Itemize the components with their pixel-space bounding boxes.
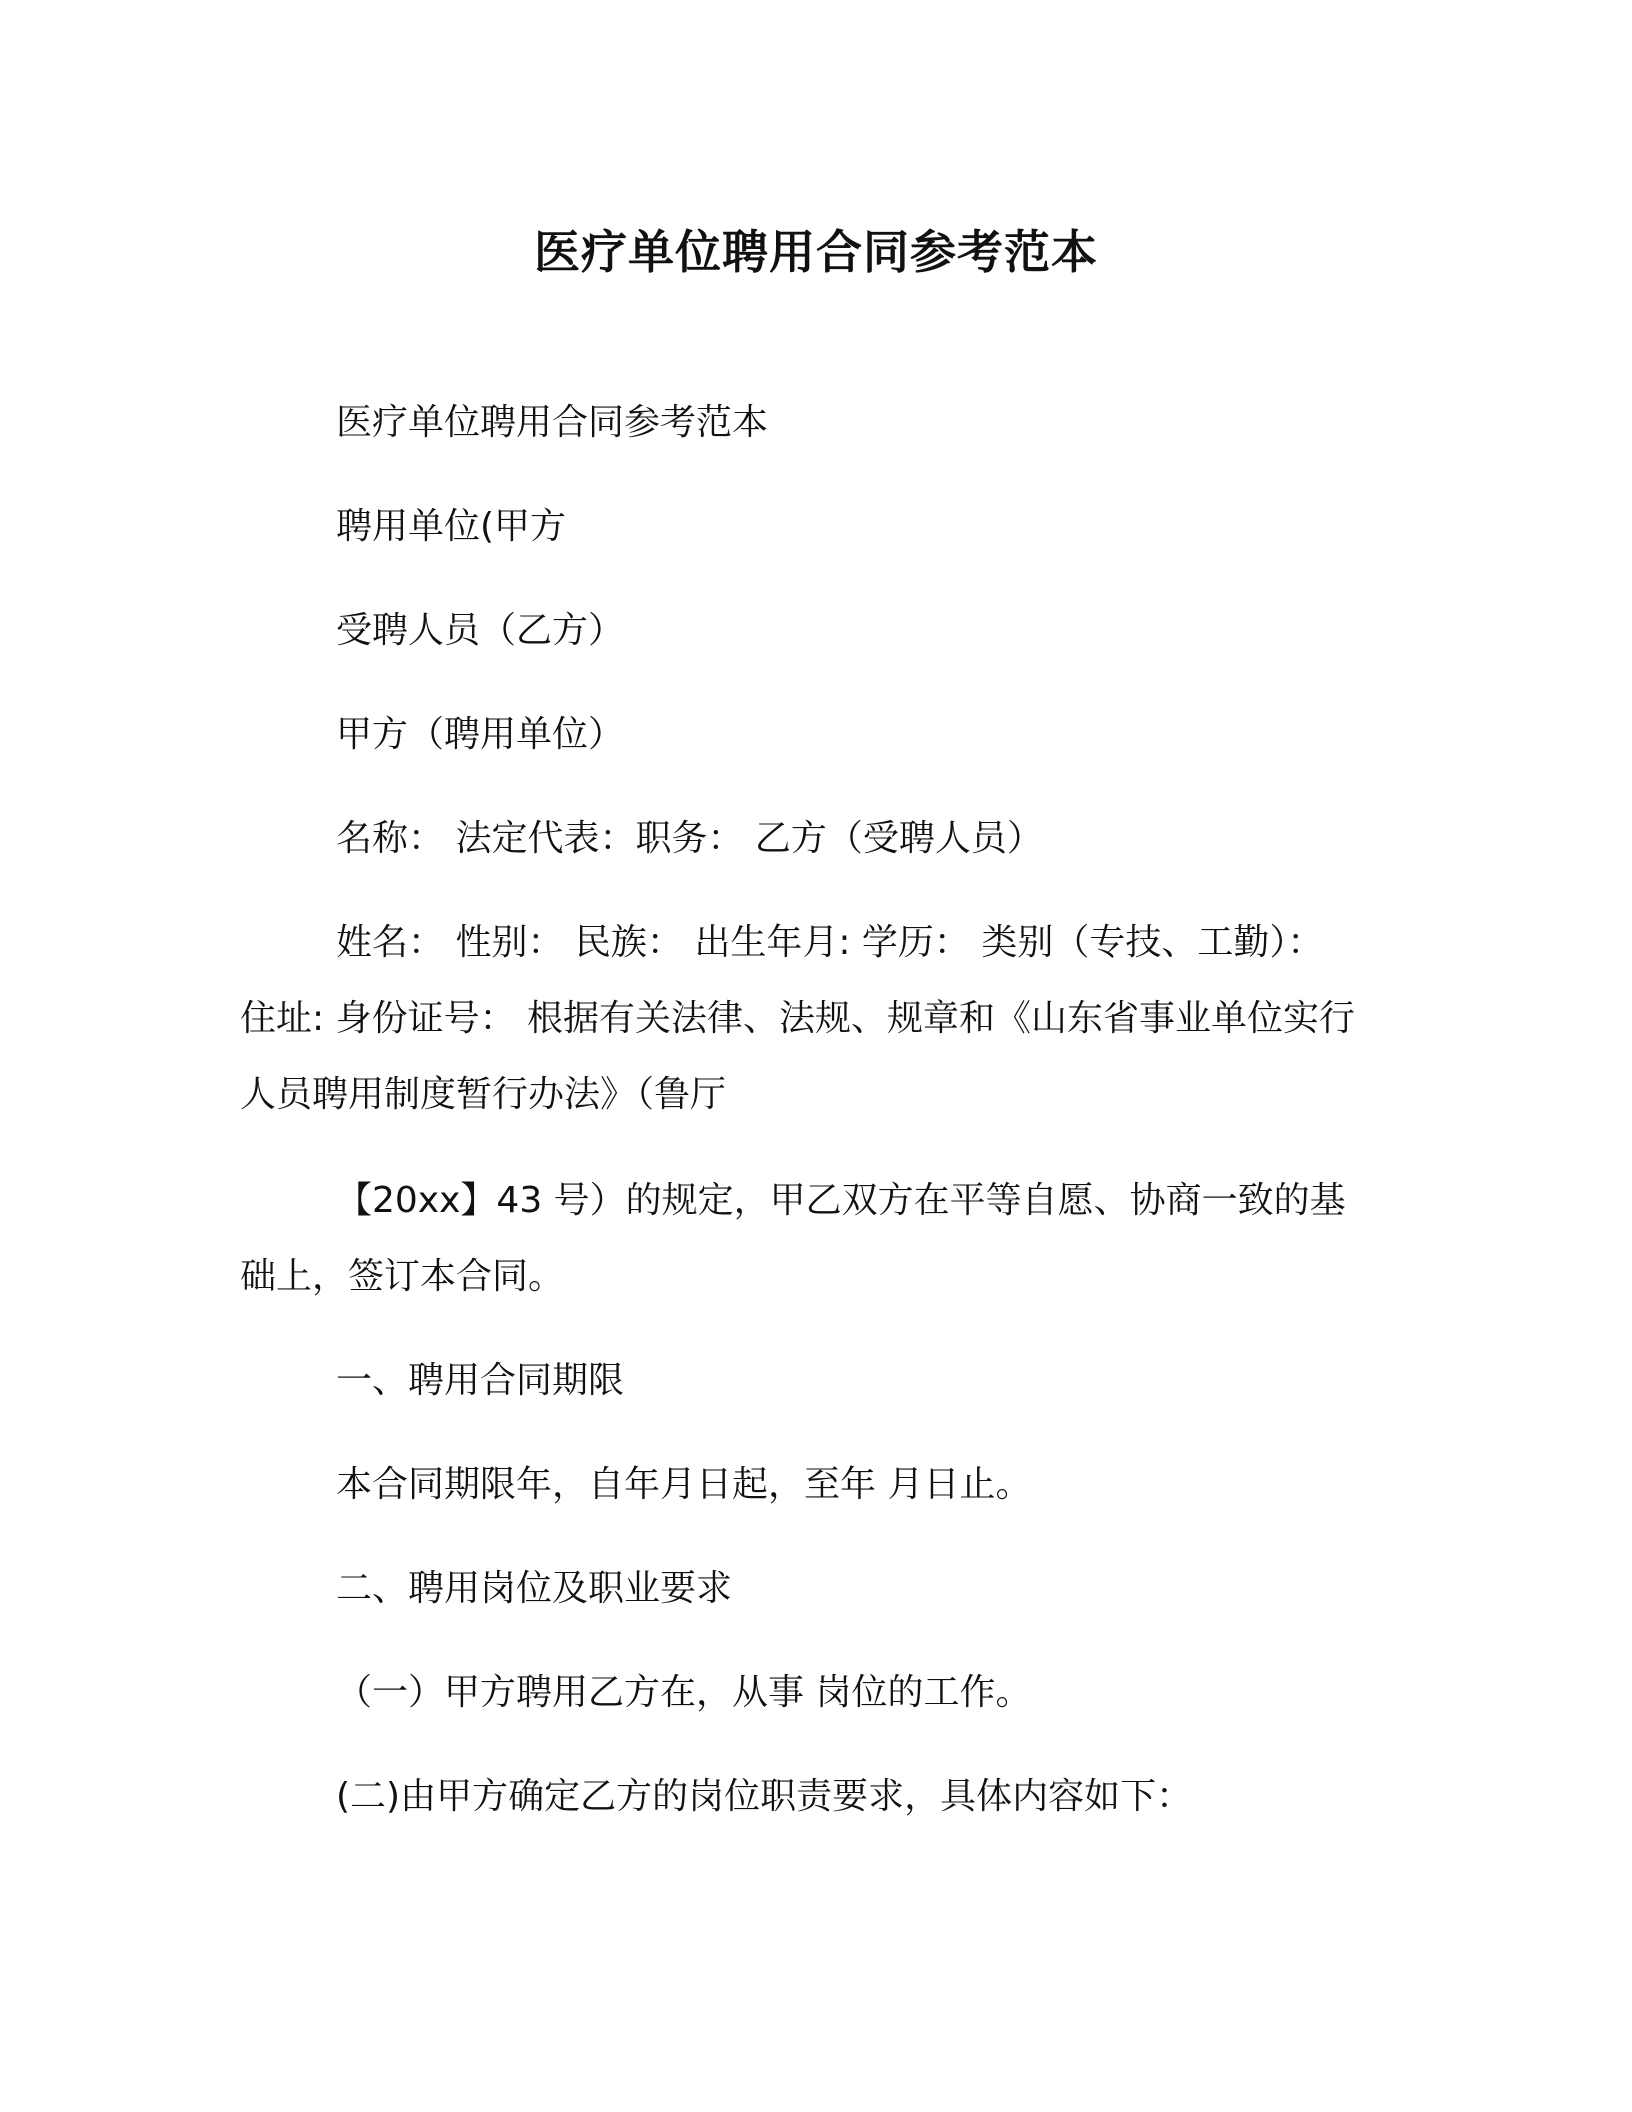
- section-2-item-1: （一）甲方聘用乙方在，从事 岗位的工作。: [336, 1672, 1032, 1713]
- legal-basis-line-2: 础上，签订本合同。: [240, 1256, 565, 1297]
- paragraph-party-b-info: [240, 918, 1390, 1120]
- party-b-info-line-1: 姓名： 性别： 民族： 出生年月: 学历： 类别（专技、工勤）：: [336, 922, 1324, 963]
- party-b-info-line-3: 人员聘用制度暂行办法》（鲁厅: [240, 1074, 727, 1115]
- paragraph-party-a-fields: 名称： 法定代表：职务： 乙方（受聘人员）: [336, 818, 1043, 859]
- paragraph-employee-label: 受聘人员（乙方）: [336, 610, 625, 651]
- party-b-info-line-2: 住址: 身份证号： 根据有关法律、法规、规章和《山东省事业单位实行: [240, 998, 1356, 1039]
- section-2-heading: 二、聘用岗位及职业要求: [336, 1568, 733, 1609]
- paragraph-employer-label: 聘用单位(甲方: [336, 506, 567, 547]
- paragraph-legal-basis: [240, 1176, 1390, 1302]
- section-1-text: 本合同期限年，自年月日起，至年 月日止。: [336, 1464, 1032, 1505]
- section-1-heading: 一、聘用合同期限: [336, 1360, 625, 1401]
- document-title: 医疗单位聘用合同参考范本: [534, 225, 1098, 279]
- paragraph-party-a: 甲方（聘用单位）: [336, 714, 625, 755]
- paragraph-subtitle: 医疗单位聘用合同参考范本: [336, 402, 769, 443]
- legal-basis-line-1: 【20xx】43 号）的规定，甲乙双方在平等自愿、协商一致的基: [336, 1180, 1346, 1221]
- section-2-item-2: (二)由甲方确定乙方的岗位职责要求，具体内容如下：: [336, 1776, 1193, 1817]
